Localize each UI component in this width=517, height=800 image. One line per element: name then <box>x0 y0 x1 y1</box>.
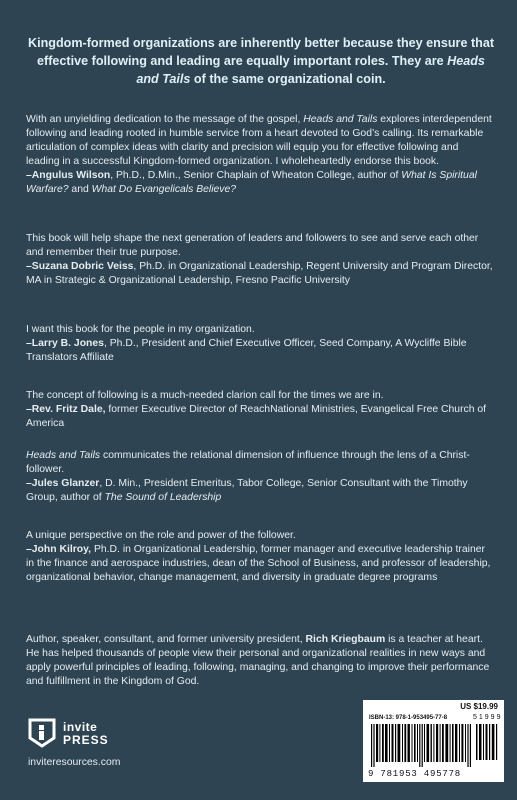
endorsement-attribution <box>26 403 494 431</box>
headline-part2: of the same organizational coin. <box>190 72 386 86</box>
endorsement-attribution <box>26 337 494 365</box>
endorsement-wilson <box>26 113 494 197</box>
quote-text: With an unyielding dedication to the message of the gospel, <box>26 114 304 125</box>
endorser-credentials: , D. Min., President Emeritus, Tabor College, Senior Consultant with the Timothy Group, author of <box>26 478 468 503</box>
endorsement-quote: The concept of following is a much-needed clarion call for the times we are in. <box>26 390 384 401</box>
publisher-logo-icon <box>28 718 56 748</box>
quote-title: Heads and Tails <box>303 114 378 125</box>
endorser-name: –Jules Glanzer <box>26 478 100 489</box>
price-label: US $19.99 <box>460 702 498 711</box>
bio-text: Author, speaker, consultant, and former university president, <box>26 634 306 645</box>
book-title: What Do Evangelicals Believe? <box>91 184 237 195</box>
book-title: The Sound of Leadership <box>104 492 222 503</box>
publisher-name-line2: PRESS <box>63 733 109 747</box>
headline-part1: Kingdom-formed organizations are inherently better because they ensure that effective following and leading are equally important roles. They are <box>27 36 495 68</box>
endorsement-attribution <box>26 477 494 505</box>
endorsement-dale <box>26 389 494 431</box>
endorsement-attribution <box>26 543 494 585</box>
author-bio <box>26 633 494 689</box>
publisher-name-line1: invite <box>63 720 98 734</box>
endorser-credentials: , Ph.D., President and Chief Executive Officer, Seed Company, A Wycliffe Bible Translators Affiliate <box>26 338 467 363</box>
endorser-name: –Suzana Dobric Veiss <box>26 261 134 272</box>
endorsement-attribution <box>26 169 494 197</box>
author-bio-text <box>26 633 494 689</box>
back-cover-headline <box>26 34 496 88</box>
endorser-credentials: Ph.D. in Organizational Leadership, former manager and executive leadership trainer in the finance and aerospace industries, dean of the School of Business, and professor of leadership, organizational behavior, change management, and diversity in graduate degree programs <box>26 544 491 583</box>
endorsement-quote: A unique perspective on the role and power of the follower. <box>26 530 296 541</box>
publisher-name <box>63 721 109 747</box>
endorser-credentials: , Ph.D. in Organizational Leadership, Regent University and Program Director, MA in Strategic & Organizational Leadership, Fresno Pacific University <box>26 261 493 286</box>
endorser-credentials: , Ph.D., D.Min., Senior Chaplain of Wheaton College, author of <box>110 170 402 181</box>
barcode-icon <box>371 724 471 767</box>
author-name: Rich Kriegbaum <box>305 634 386 645</box>
book-title: What Is Spiritual Warfare? <box>26 170 477 195</box>
quote-title: Heads and Tails <box>26 450 101 461</box>
isbn-barcode <box>363 700 504 782</box>
price-code: 51999 <box>473 714 503 721</box>
endorsement-quote <box>26 113 494 169</box>
isbn-label: ISBN-13: 978-1-953495-77-8 <box>369 715 448 721</box>
endorser-name: –Rev. Fritz Dale, <box>26 404 106 415</box>
endorsement-veiss <box>26 232 494 288</box>
price-barcode-icon <box>476 724 498 760</box>
endorsement-kilroy <box>26 529 494 585</box>
isbn-number: 9 781953 495778 <box>368 769 462 779</box>
bio-text-cont: is a teacher at heart. He has helped thousands of people view their personal and organizational realities in new ways and apply powerful principles of leading, following, managing, and changing to improve their performance and fulfillment in the Kingdom of God. <box>26 634 490 687</box>
endorser-credentials: former Executive Director of ReachNational Ministries, Evangelical Free Church of America <box>26 404 487 429</box>
endorsement-quote: This book will help shape the next generation of leaders and followers to see and serve each other and remember their true purpose. <box>26 233 479 258</box>
endorsement-quote <box>26 449 494 477</box>
endorsement-quote: I want this book for the people in my organization. <box>26 324 255 335</box>
endorsement-attribution <box>26 260 494 288</box>
endorsement-jones <box>26 323 494 365</box>
quote-text: communicates the relational dimension of influence through the lens of a Christ-follower. <box>26 450 470 475</box>
endorser-name: –John Kilroy, <box>26 544 92 555</box>
endorser-name: –Larry B. Jones <box>26 338 104 349</box>
quote-text-cont: explores interdependent following and leading rooted in humble service from a heart devoted to God’s calling. Its remarkable articulation of complex ideas with clarity and precision will equip you for effective following and leading in a successful Kingdom-formed organization. I wholeheartedly endorse this book. <box>26 114 492 167</box>
publisher-website: inviteresources.com <box>28 757 121 768</box>
endorsement-glanzer <box>26 449 494 505</box>
endorser-name: –Angulus Wilson <box>26 170 111 181</box>
endorser-credentials-mid: and <box>68 184 92 195</box>
headline-title: Heads and Tails <box>136 54 485 86</box>
